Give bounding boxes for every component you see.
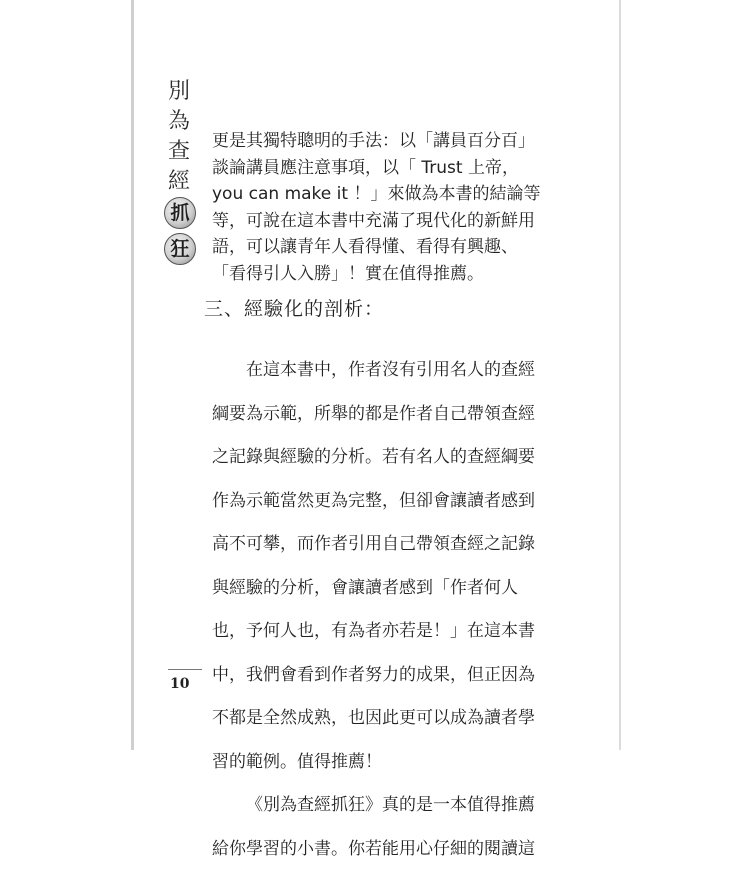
running-title-char: 查: [167, 139, 190, 164]
text-line: 《別為查經抓狂》真的是一本值得推薦: [246, 795, 535, 815]
running-title: [165, 77, 193, 269]
footer-rule: [168, 669, 202, 670]
text-line: 中，我們會看到作者努力的成果，但正因為: [212, 664, 535, 685]
page-right-edge: [619, 0, 621, 750]
text-line: 更是其獨特聰明的手法：以「講員百分百」: [212, 131, 535, 151]
text-line: 也，予何人也，有為者亦若是！」在這本書: [212, 621, 535, 641]
text-line: 語，可以讓青年人看得懂、看得有興趣、: [212, 237, 518, 257]
page-number: 10: [170, 676, 190, 692]
text-line: 作為示範當然更為完整，但卻會讓讀者感到: [212, 490, 535, 511]
text-line: 在這本書中，作者沒有引用名人的查經: [246, 360, 535, 380]
text-line: 之記錄與經驗的分析。若有名人的查經綱要: [212, 447, 535, 467]
text-line: 與經驗的分析，會讓讀者感到「作者何人: [212, 577, 518, 598]
text-line: 「看得引人入勝」！實在值得推薦。: [212, 263, 484, 284]
text-line: 高不可攀，而作者引用自己帶領查經之記錄: [212, 534, 535, 554]
intro-paragraph: [212, 128, 582, 287]
text-line: 習的範例。值得推薦！: [212, 751, 382, 772]
page-left-edge: [131, 0, 134, 750]
section-paragraph: [212, 340, 582, 879]
running-title-char: 為: [167, 109, 190, 134]
text-line: 給你學習的小書。你若能用心仔細的閱讀這: [212, 838, 535, 859]
text-line: 綱要為示範，所舉的都是作者自己帶領查經: [212, 403, 535, 424]
text-line: 等，可說在這本書中充滿了現代化的新鮮用: [212, 210, 535, 231]
running-title-char: 別: [167, 79, 190, 104]
text-line: 談論講員應注意事項，以「 Trust 上帝，: [212, 157, 519, 178]
text-line: 不都是全然成熟，也因此更可以成為讀者學: [212, 708, 535, 728]
running-title-bubble: 狂: [164, 233, 196, 265]
running-title-char: 經: [167, 169, 190, 194]
running-title-bubble: 抓: [164, 197, 196, 229]
text-line: you can make it ！」來做為本書的結論等: [212, 184, 541, 204]
section-heading: 三、經驗化的剖析：: [204, 298, 385, 320]
